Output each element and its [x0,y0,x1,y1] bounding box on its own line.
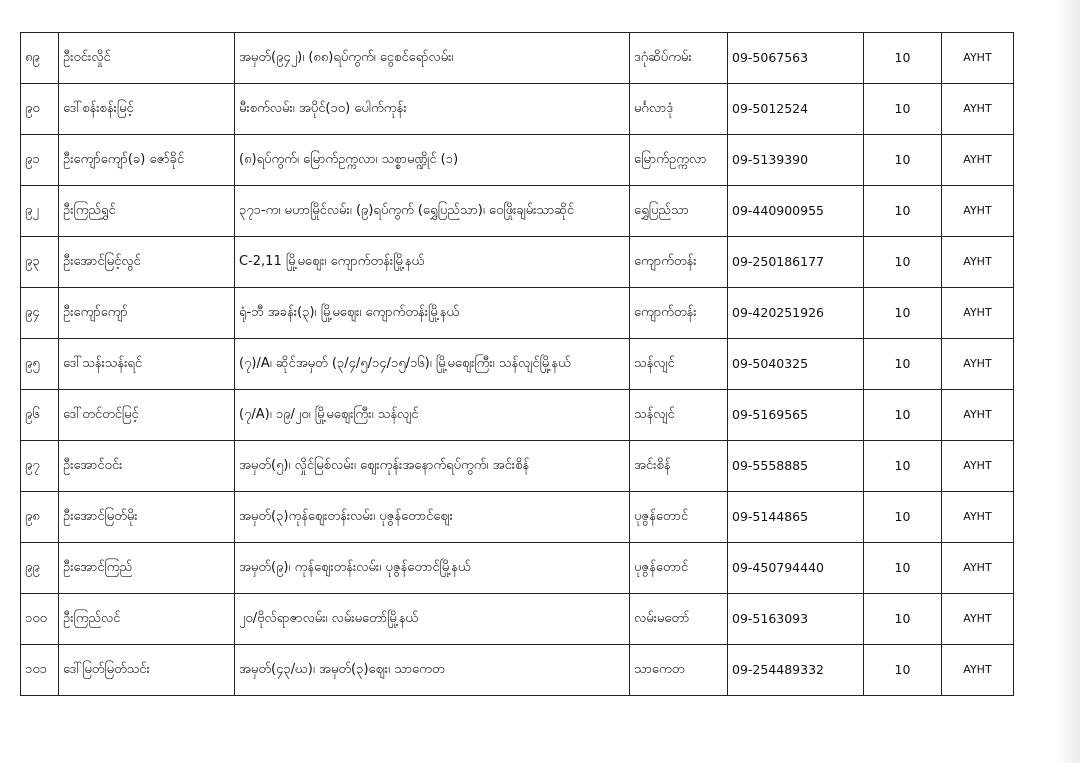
table-row [21,84,1014,135]
quantity: 10 [864,84,942,135]
address: အမှတ်(၉)၊ ကုန်ဈေးတန်းလမ်း၊ ပုဇွန်တောင်မြို့နယ် [235,543,630,594]
table-row [21,390,1014,441]
table-row [21,288,1014,339]
address: မီးစက်လမ်း၊ အပိုင်(၁၀) ပေါက်ကုန်း [235,84,630,135]
customer-name: ဒေါ်တင်တင်မြင့် [59,390,235,441]
customer-name: ဦးကြည်ရွှင် [59,186,235,237]
customer-name: ဦးအောင်ဝင်း [59,441,235,492]
table-row [21,441,1014,492]
table-row [21,492,1014,543]
product-code: AYHT [942,441,1014,492]
customer-name: ဦးအောင်ကြည် [59,543,235,594]
customer-name: ဒေါ်စန်းစန်းမြင့် [59,84,235,135]
township: အင်းစိန် [630,441,728,492]
township: ကျောက်တန်း [630,288,728,339]
row-number: ၁၀၁ [21,645,59,696]
phone-number: 09-5163093 [728,594,864,645]
table-row [21,186,1014,237]
quantity: 10 [864,441,942,492]
product-code: AYHT [942,339,1014,390]
table-row [21,135,1014,186]
product-code: AYHT [942,237,1014,288]
phone-number: 09-5067563 [728,33,864,84]
quantity: 10 [864,543,942,594]
row-number: ၉၇ [21,441,59,492]
row-number: ၉၀ [21,84,59,135]
phone-number: 09-5040325 [728,339,864,390]
address: ၃၇၁-က၊ မဟာမြိုင်လမ်း၊ (၉)ရပ်ကွက် (ရွှေပြည်သာ)၊ ဝေဖြိုးချမ်းသာဆိုင် [235,186,630,237]
township: သာကေတ [630,645,728,696]
township: ပုဇွန်တောင် [630,543,728,594]
township: ကျောက်တန်း [630,237,728,288]
quantity: 10 [864,33,942,84]
table-row [21,594,1014,645]
table-row [21,237,1014,288]
quantity: 10 [864,237,942,288]
product-code: AYHT [942,594,1014,645]
township: ရွှေပြည်သာ [630,186,728,237]
table-row [21,543,1014,594]
phone-number: 09-5012524 [728,84,864,135]
customer-name: ဒေါ်သန်းသန်းရင် [59,339,235,390]
address: အမှတ်(၃)ကုန်ဈေးတန်းလမ်း၊ ပုဇွန်တောင်ဈေး [235,492,630,543]
quantity: 10 [864,135,942,186]
row-number: ၉၆ [21,390,59,441]
customer-name: ဦးကျော်ကျော်(ခ) ဇော်ခိုင် [59,135,235,186]
customer-name: ဒေါ်မြတ်မြတ်သင်း [59,645,235,696]
quantity: 10 [864,339,942,390]
township: မင်္ဂလာဒုံ [630,84,728,135]
customer-name: ဦးအောင်မြင့်လွင် [59,237,235,288]
table-row [21,33,1014,84]
phone-number: 09-5558885 [728,441,864,492]
row-number: ၈၉ [21,33,59,84]
phone-number: 09-440900955 [728,186,864,237]
phone-number: 09-450794440 [728,543,864,594]
address: ရုံ-ဘီ အခန်း(၃)၊ မြို့မဈေး၊ ကျောက်တန်းမြို့နယ် [235,288,630,339]
product-code: AYHT [942,492,1014,543]
township: မြောက်ဥက္ကလာ [630,135,728,186]
township: ပုဇွန်တောင် [630,492,728,543]
row-number: ၉၃ [21,237,59,288]
phone-number: 09-420251926 [728,288,864,339]
product-code: AYHT [942,186,1014,237]
address: အမှတ်(၄၃/ဃ)၊ အမှတ်(၃)ဈေး၊ သာကေတ [235,645,630,696]
address: (၈)ရပ်ကွက်၊ မြောက်ဥက္ကလာ၊ သစ္စာမဏ္ဍိုင် (၁) [235,135,630,186]
phone-number: 09-5139390 [728,135,864,186]
row-number: ၉၂ [21,186,59,237]
address: C-2,11 မြို့မဈေး၊ ကျောက်တန်းမြို့နယ် [235,237,630,288]
page-edge-shadow [1054,0,1080,763]
address: ၂၀/ဗိုလ်ရာဇာလမ်း၊ လမ်းမတော်မြို့နယ် [235,594,630,645]
product-code: AYHT [942,288,1014,339]
phone-number: 09-5169565 [728,390,864,441]
table-row [21,645,1014,696]
quantity: 10 [864,492,942,543]
distributor-table [20,32,1014,696]
quantity: 10 [864,186,942,237]
quantity: 10 [864,645,942,696]
product-code: AYHT [942,390,1014,441]
township: လမ်းမတော် [630,594,728,645]
quantity: 10 [864,594,942,645]
customer-name: ဦးကြည်လင် [59,594,235,645]
product-code: AYHT [942,135,1014,186]
address: (၇)/A၊ ဆိုင်အမှတ် (၃/၄/၅/၁၄/၁၅/၁၆)၊ မြို့မဈေးကြီး၊ သန်လျင်မြို့နယ် [235,339,630,390]
customer-name: ဦးဝင်းလှိုင် [59,33,235,84]
address: အမှတ်(၉၄၂)၊ (၈၈)ရပ်ကွက်၊ ငွေစင်ရော်လမ်း၊ [235,33,630,84]
phone-number: 09-250186177 [728,237,864,288]
phone-number: 09-254489332 [728,645,864,696]
product-code: AYHT [942,543,1014,594]
row-number: ၉၈ [21,492,59,543]
table-body [21,33,1014,696]
product-code: AYHT [942,33,1014,84]
row-number: ၉၁ [21,135,59,186]
address: အမှတ်(၅)၊ လှိုင်မြစ်လမ်း၊ ဈေးကုန်းအနောက်ရပ်ကွက်၊ အင်းစိန် [235,441,630,492]
township: သန်လျင် [630,339,728,390]
phone-number: 09-5144865 [728,492,864,543]
quantity: 10 [864,288,942,339]
product-code: AYHT [942,84,1014,135]
quantity: 10 [864,390,942,441]
row-number: ၉၄ [21,288,59,339]
row-number: ၉၉ [21,543,59,594]
customer-name: ဦးကျော်ကျော် [59,288,235,339]
address: (၇/A)၊ ၁၉/၂၀၊ မြို့မဈေးကြီး၊ သန်လျင် [235,390,630,441]
township: ဒဂုံဆိပ်ကမ်း [630,33,728,84]
table-row [21,339,1014,390]
township: သန်လျင် [630,390,728,441]
customer-name: ဦးအောင်မြတ်မိုး [59,492,235,543]
row-number: ၁၀၀ [21,594,59,645]
product-code: AYHT [942,645,1014,696]
row-number: ၉၅ [21,339,59,390]
